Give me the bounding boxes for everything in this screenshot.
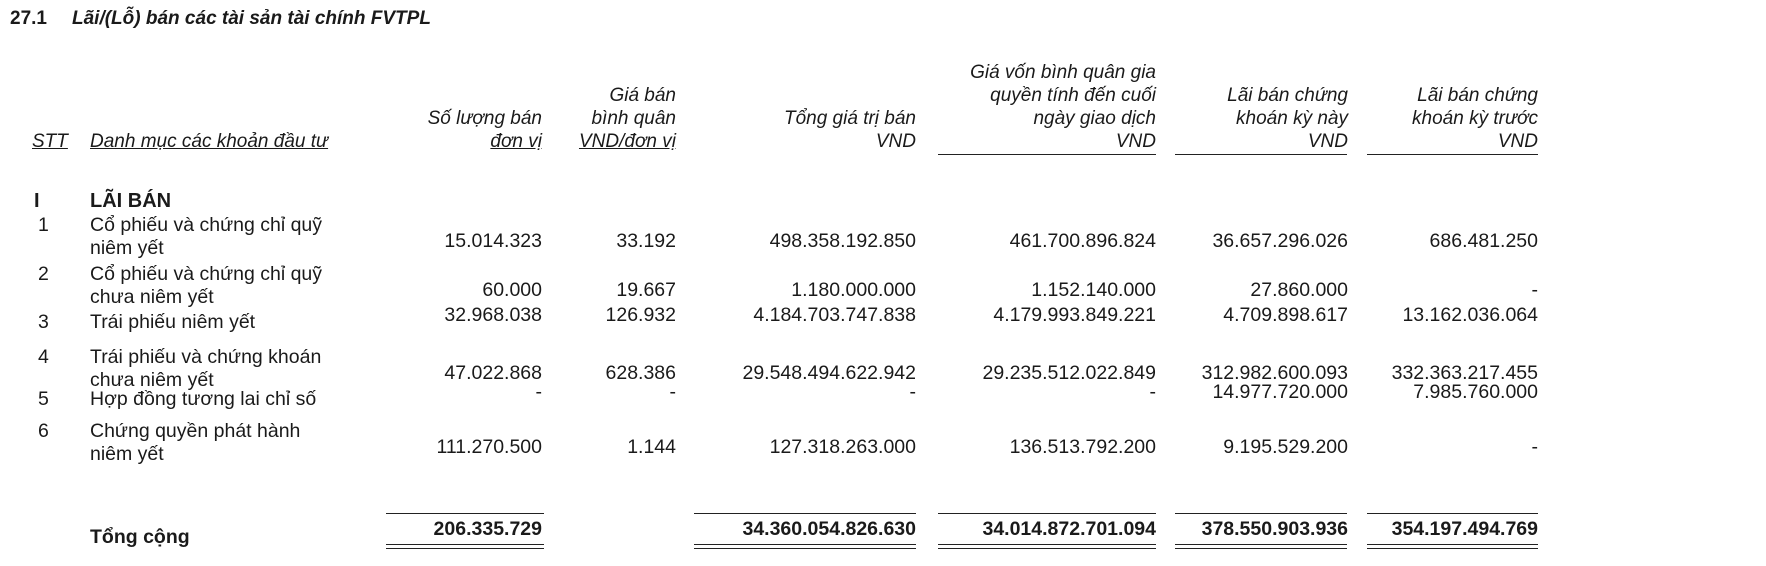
row-total: - xyxy=(909,381,916,403)
row-stt: 6 xyxy=(38,420,49,442)
section-heading xyxy=(10,8,431,30)
row-price: 1.144 xyxy=(627,436,676,458)
row-qty: 47.022.868 xyxy=(444,362,542,384)
total-label: Tổng cộng xyxy=(90,526,190,548)
col-lai-truoc-l3: VND xyxy=(1497,131,1538,152)
col-tong-l1: Tổng giá trị bán xyxy=(783,108,916,129)
row-name-line: Trái phiếu niêm yết xyxy=(90,311,256,333)
row-name-line: Cổ phiếu và chứng chỉ quỹ xyxy=(90,214,323,236)
col-gia-von-l1: Giá vốn bình quân gia xyxy=(970,62,1156,83)
row-name-line: chưa niêm yết xyxy=(90,369,214,391)
col-tong-l2: VND xyxy=(875,131,916,152)
col-gia-ban-l1: Giá bán xyxy=(609,85,676,106)
row-stt: 5 xyxy=(38,388,49,410)
col-stt-label: STT xyxy=(32,131,68,152)
row-qty: 32.968.038 xyxy=(444,304,542,326)
col-gia-von-l3: ngày giao dịch xyxy=(1033,108,1156,129)
col-header-lai-ky-truoc xyxy=(1412,84,1538,153)
section-stt: I xyxy=(34,190,40,212)
total-prev: 354.197.494.769 xyxy=(1391,518,1538,540)
row-qty: 15.014.323 xyxy=(444,230,542,252)
total-qty: 206.335.729 xyxy=(433,518,542,540)
col-header-stt xyxy=(32,130,68,153)
col-header-tong-gia-tri xyxy=(784,107,916,153)
row-prev: - xyxy=(1531,279,1538,301)
row-cur: 4.709.898.617 xyxy=(1223,304,1348,326)
rule-above-total-cur xyxy=(1175,513,1347,514)
col-lai-truoc-l2: khoán kỳ trước xyxy=(1412,108,1538,129)
row-price: 126.932 xyxy=(605,304,676,326)
row-cost: - xyxy=(1149,381,1156,403)
double-rule-qty xyxy=(386,544,544,549)
row-cur: 36.657.296.026 xyxy=(1212,230,1348,252)
section-label: LÃI BÁN xyxy=(90,190,172,212)
row-price: 628.386 xyxy=(605,362,676,384)
row-prev: 332.363.217.455 xyxy=(1391,362,1538,384)
row-stt: 3 xyxy=(38,311,49,333)
rule-above-total-prev xyxy=(1367,513,1538,514)
row-name-line: Chứng quyền phát hành xyxy=(90,420,301,442)
col-so-luong-l2: đơn vị xyxy=(490,131,542,152)
rule-above-total-value xyxy=(694,513,916,514)
row-prev: - xyxy=(1531,436,1538,458)
col-header-danh-muc xyxy=(90,130,328,153)
col-gia-von-l2: quyền tính đến cuối xyxy=(990,85,1156,106)
col-header-lai-ky-nay xyxy=(1227,84,1348,153)
double-rule-cost xyxy=(938,544,1156,549)
row-cost: 29.235.512.022.849 xyxy=(982,362,1156,384)
row-prev: 686.481.250 xyxy=(1429,230,1538,252)
rule-above-total-cost xyxy=(938,513,1156,514)
row-cost: 4.179.993.849.221 xyxy=(993,304,1156,326)
row-stt: 1 xyxy=(38,214,49,236)
row-prev: 13.162.036.064 xyxy=(1402,304,1538,326)
total-value: 34.360.054.826.630 xyxy=(742,518,916,540)
double-rule-value xyxy=(694,544,916,549)
row-name-line: chưa niêm yết xyxy=(90,286,214,308)
row-total: 29.548.494.622.942 xyxy=(742,362,916,384)
row-name-line: niêm yết xyxy=(90,443,164,465)
header-rule-lai-nay xyxy=(1175,154,1347,155)
col-lai-nay-l3: VND xyxy=(1307,131,1348,152)
row-stt: 2 xyxy=(38,263,49,285)
row-stt: 4 xyxy=(38,346,49,368)
row-price: - xyxy=(669,381,676,403)
col-gia-von-l4: VND xyxy=(1115,131,1156,152)
row-cur: 9.195.529.200 xyxy=(1223,436,1348,458)
row-cur: 14.977.720.000 xyxy=(1212,381,1348,403)
row-qty: 60.000 xyxy=(482,279,542,301)
row-name-line: Hợp đồng tương lai chỉ số xyxy=(90,388,317,410)
row-total: 1.180.000.000 xyxy=(791,279,916,301)
col-so-luong-l1: Số lượng bán xyxy=(427,108,542,129)
row-cost: 461.700.896.824 xyxy=(1009,230,1156,252)
heading-number: 27.1 xyxy=(10,8,47,29)
total-cost: 34.014.872.701.094 xyxy=(982,518,1156,540)
col-lai-nay-l2: khoán kỳ này xyxy=(1236,108,1348,129)
col-gia-ban-l2: bình quân xyxy=(591,108,676,129)
col-header-gia-von xyxy=(970,61,1156,153)
row-name-line: Cổ phiếu và chứng chỉ quỹ xyxy=(90,263,323,285)
col-lai-truoc-l1: Lãi bán chứng xyxy=(1417,85,1538,106)
col-gia-ban-l3: VND/đơn vị xyxy=(578,131,676,152)
double-rule-prev xyxy=(1367,544,1538,549)
header-rule-gia-von xyxy=(938,154,1156,155)
row-price: 33.192 xyxy=(616,230,676,252)
heading-title: Lãi/(Lỗ) bán các tài sản tài chính FVTPL xyxy=(72,8,431,29)
row-qty: 111.270.500 xyxy=(436,436,542,458)
row-cost: 1.152.140.000 xyxy=(1031,279,1156,301)
header-rule-lai-truoc xyxy=(1367,154,1538,155)
row-total: 4.184.703.747.838 xyxy=(753,304,916,326)
row-total: 498.358.192.850 xyxy=(769,230,916,252)
row-prev: 7.985.760.000 xyxy=(1413,381,1538,403)
row-cur: 27.860.000 xyxy=(1250,279,1348,301)
double-rule-cur xyxy=(1175,544,1347,549)
col-header-so-luong xyxy=(428,107,542,153)
row-cur: 312.982.600.093 xyxy=(1201,362,1348,384)
row-price: 19.667 xyxy=(616,279,676,301)
row-total: 127.318.263.000 xyxy=(769,436,916,458)
col-header-gia-ban xyxy=(579,84,676,153)
row-name-line: Trái phiếu và chứng khoán xyxy=(90,346,322,368)
col-danh-muc-label: Danh mục các khoản đầu tư xyxy=(90,131,329,152)
row-name-line: niêm yết xyxy=(90,237,164,259)
col-lai-nay-l1: Lãi bán chứng xyxy=(1227,85,1348,106)
row-qty: - xyxy=(535,381,542,403)
row-cost: 136.513.792.200 xyxy=(1009,436,1156,458)
total-cur: 378.550.903.936 xyxy=(1201,518,1348,540)
rule-above-total-qty xyxy=(386,513,544,514)
